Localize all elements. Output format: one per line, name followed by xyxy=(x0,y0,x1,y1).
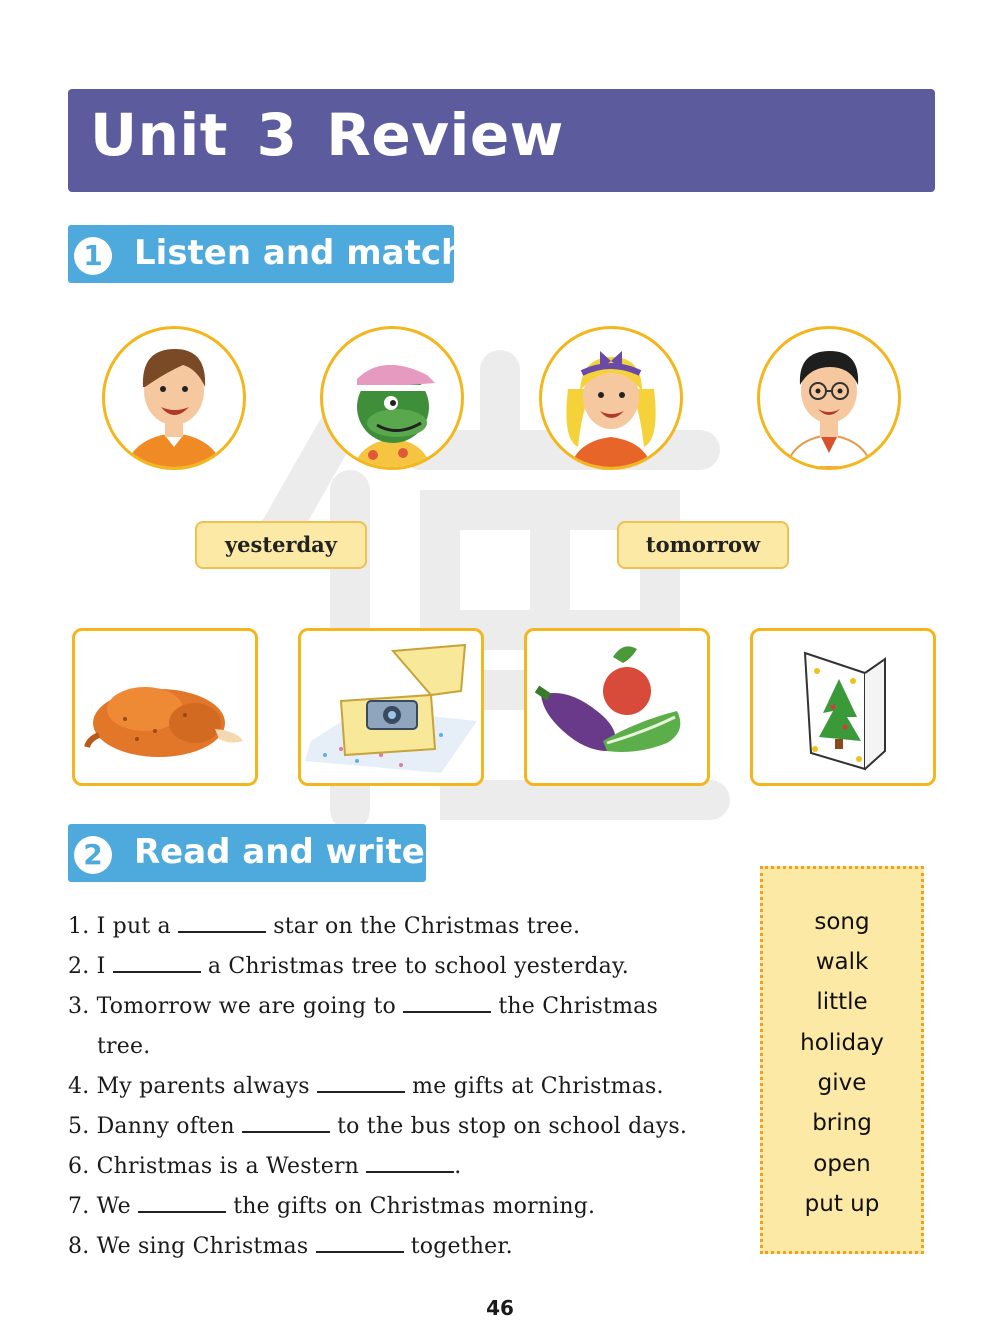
sentence-text: 6. Christmas is a Western xyxy=(68,1154,367,1179)
sentence-text: a Christmas tree to school yesterday. xyxy=(200,954,629,979)
sentence-5 xyxy=(68,1114,687,1139)
sentence-6 xyxy=(68,1154,461,1179)
sentence-3-continued xyxy=(97,1034,150,1059)
word-bank-item: little xyxy=(816,989,868,1015)
sentence-text: the Christmas xyxy=(491,994,658,1019)
sentence-text: 5. Danny often xyxy=(68,1114,242,1139)
sentence-text: 2. I xyxy=(68,954,113,979)
boy-with-brown-hair-icon xyxy=(105,329,243,467)
sentence-text: 8. We sing Christmas xyxy=(68,1234,316,1259)
character-boy-brown-hair[interactable] xyxy=(102,326,246,470)
section-2-label: Read and write xyxy=(134,832,425,872)
sentence-text: 4. My parents always xyxy=(68,1074,317,1099)
picture-card-christmas-card[interactable] xyxy=(750,628,936,786)
christmas-card-icon xyxy=(753,631,933,783)
answer-blank[interactable] xyxy=(366,1155,454,1173)
answer-blank[interactable] xyxy=(316,1235,404,1253)
vegetables-icon xyxy=(527,631,707,783)
answer-blank[interactable] xyxy=(138,1195,226,1213)
sentence-text: the gifts on Christmas morning. xyxy=(226,1194,596,1219)
section-1-heading xyxy=(68,225,466,283)
word-bank-item: give xyxy=(817,1070,867,1096)
sentence-3 xyxy=(68,994,658,1019)
picture-card-vegetables[interactable] xyxy=(524,628,710,786)
character-dinosaur[interactable] xyxy=(320,326,464,470)
sentence-2 xyxy=(68,954,629,979)
sentence-text: me gifts at Christmas. xyxy=(404,1074,664,1099)
page-title: Unit 3 Review xyxy=(90,101,564,169)
section-1-number: 1 xyxy=(74,237,112,275)
word-bank xyxy=(760,866,924,1254)
sentence-4 xyxy=(68,1074,664,1099)
sentence-text: star on the Christmas tree. xyxy=(266,914,581,939)
word-bank-item: walk xyxy=(815,949,869,975)
answer-blank[interactable] xyxy=(403,995,491,1013)
section-1-label: Listen and match xyxy=(134,233,466,273)
sentence-8 xyxy=(68,1234,513,1259)
green-dinosaur-with-cap-icon xyxy=(323,329,461,467)
roast-turkey-icon xyxy=(75,631,255,783)
picture-card-turkey[interactable] xyxy=(72,628,258,786)
title-bar xyxy=(68,89,935,192)
word-bank-item: song xyxy=(814,909,870,935)
sentence-text: together. xyxy=(403,1234,513,1259)
character-blonde-girl[interactable] xyxy=(539,326,683,470)
word-bank-item: bring xyxy=(812,1110,872,1136)
camera-in-gift-box-icon xyxy=(301,631,481,783)
answer-blank[interactable] xyxy=(317,1075,405,1093)
picture-card-camera-box[interactable] xyxy=(298,628,484,786)
answer-blank[interactable] xyxy=(242,1115,330,1133)
tag-yesterday: yesterday xyxy=(195,521,367,569)
sentence-text: to the bus stop on school days. xyxy=(329,1114,688,1139)
sentence-text: . xyxy=(454,1154,462,1179)
tag-tomorrow: tomorrow xyxy=(617,521,789,569)
sentence-1 xyxy=(68,914,580,939)
section-2-heading xyxy=(68,824,426,882)
sentence-text: tree. xyxy=(97,1034,151,1059)
sentence-text: 7. We xyxy=(68,1194,139,1219)
word-bank-item: put up xyxy=(804,1191,880,1217)
sentence-text: 3. Tomorrow we are going to xyxy=(68,994,404,1019)
blonde-girl-with-bow-icon xyxy=(542,329,680,467)
sentence-text: 1. I put a xyxy=(68,914,179,939)
word-bank-item: holiday xyxy=(800,1030,884,1056)
section-2-number: 2 xyxy=(74,836,112,874)
boy-with-glasses-icon xyxy=(760,329,898,467)
page-number: 46 xyxy=(486,1296,514,1320)
answer-blank[interactable] xyxy=(113,955,201,973)
character-boy-glasses[interactable] xyxy=(757,326,901,470)
word-bank-item: open xyxy=(813,1151,871,1177)
sentence-7 xyxy=(68,1194,595,1219)
answer-blank[interactable] xyxy=(178,915,266,933)
